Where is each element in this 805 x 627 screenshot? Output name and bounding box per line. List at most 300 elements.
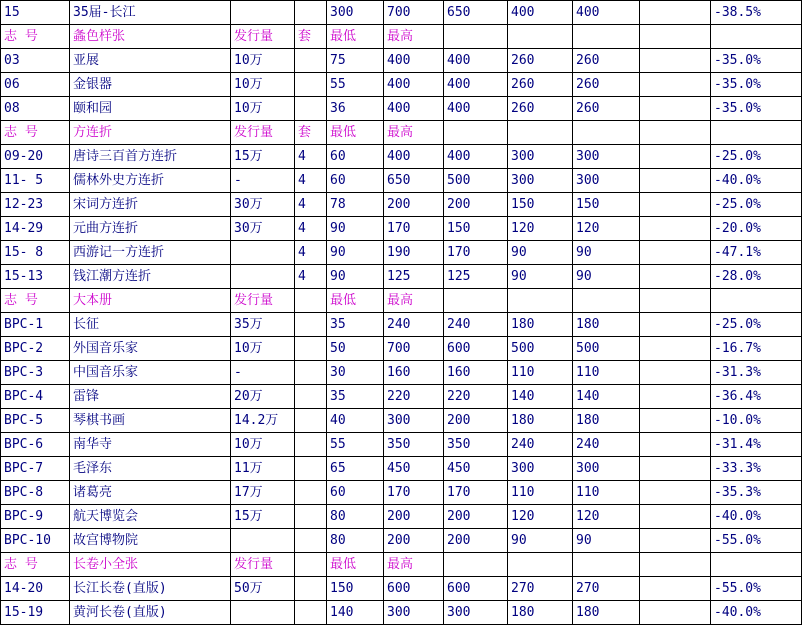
table-cell[interactable]: BPC-3 xyxy=(1,361,70,385)
table-cell[interactable]: 唐诗三百首方连折 xyxy=(70,145,231,169)
table-cell[interactable]: -40.0% xyxy=(711,505,802,529)
table-cell[interactable]: -55.0% xyxy=(711,577,802,601)
table-cell[interactable] xyxy=(444,121,508,145)
table-cell[interactable]: 10万 xyxy=(231,433,295,457)
table-cell[interactable] xyxy=(640,241,711,265)
table-cell[interactable]: 260 xyxy=(573,97,640,121)
table-cell[interactable]: 260 xyxy=(573,49,640,73)
table-cell[interactable] xyxy=(295,97,327,121)
table-cell[interactable]: 35 xyxy=(327,313,384,337)
table-cell[interactable]: 110 xyxy=(573,361,640,385)
table-cell[interactable]: 180 xyxy=(573,409,640,433)
table-cell[interactable]: 350 xyxy=(384,433,444,457)
table-cell[interactable] xyxy=(640,481,711,505)
table-cell[interactable]: 诸葛亮 xyxy=(70,481,231,505)
table-cell[interactable]: 4 xyxy=(295,217,327,241)
table-cell[interactable]: 240 xyxy=(573,433,640,457)
table-cell[interactable]: 125 xyxy=(444,265,508,289)
table-cell[interactable]: 270 xyxy=(508,577,573,601)
table-cell[interactable] xyxy=(640,1,711,25)
table-cell[interactable] xyxy=(508,553,573,577)
table-cell[interactable] xyxy=(640,313,711,337)
table-cell[interactable]: 长江长卷(直版) xyxy=(70,577,231,601)
table-cell[interactable]: 故宫博物院 xyxy=(70,529,231,553)
table-cell[interactable]: 最高 xyxy=(384,289,444,313)
table-cell[interactable]: 200 xyxy=(384,193,444,217)
table-cell[interactable]: 60 xyxy=(327,481,384,505)
table-cell[interactable]: 30万 xyxy=(231,193,295,217)
table-cell[interactable]: 120 xyxy=(573,217,640,241)
table-cell[interactable] xyxy=(231,1,295,25)
table-cell[interactable]: 4 xyxy=(295,241,327,265)
table-cell[interactable] xyxy=(640,145,711,169)
table-cell[interactable]: 450 xyxy=(384,457,444,481)
table-cell[interactable]: 200 xyxy=(384,505,444,529)
table-cell[interactable]: - xyxy=(231,169,295,193)
table-cell[interactable]: -40.0% xyxy=(711,169,802,193)
table-cell[interactable]: 外国音乐家 xyxy=(70,337,231,361)
table-cell[interactable]: 600 xyxy=(444,577,508,601)
table-cell[interactable]: 长征 xyxy=(70,313,231,337)
table-cell[interactable]: 260 xyxy=(508,49,573,73)
table-cell[interactable] xyxy=(640,265,711,289)
table-cell[interactable]: 150 xyxy=(327,577,384,601)
table-cell[interactable]: 170 xyxy=(384,217,444,241)
table-cell[interactable] xyxy=(295,1,327,25)
table-cell[interactable]: 15-13 xyxy=(1,265,70,289)
table-cell[interactable]: 240 xyxy=(508,433,573,457)
section-header-row xyxy=(1,121,802,145)
table-row xyxy=(1,337,802,361)
table-cell[interactable]: 50 xyxy=(327,337,384,361)
table-cell[interactable]: -25.0% xyxy=(711,145,802,169)
table-cell[interactable]: 55 xyxy=(327,433,384,457)
table-cell[interactable]: 65 xyxy=(327,457,384,481)
table-cell[interactable]: 发行量 xyxy=(231,121,295,145)
table-cell[interactable]: BPC-6 xyxy=(1,433,70,457)
table-cell[interactable]: 170 xyxy=(444,481,508,505)
table-cell[interactable]: 最高 xyxy=(384,553,444,577)
table-cell[interactable]: 15- 8 xyxy=(1,241,70,265)
table-cell[interactable]: 黄河长卷(直版) xyxy=(70,601,231,625)
table-cell[interactable]: BPC-7 xyxy=(1,457,70,481)
table-cell[interactable]: -36.4% xyxy=(711,385,802,409)
table-cell[interactable]: -10.0% xyxy=(711,409,802,433)
table-cell[interactable]: 400 xyxy=(384,145,444,169)
table-cell[interactable]: 78 xyxy=(327,193,384,217)
table-cell[interactable] xyxy=(640,361,711,385)
table-cell[interactable]: 600 xyxy=(444,337,508,361)
table-cell[interactable] xyxy=(444,25,508,49)
table-cell[interactable]: 60 xyxy=(327,169,384,193)
table-cell[interactable]: 400 xyxy=(444,73,508,97)
table-cell[interactable]: 亚展 xyxy=(70,49,231,73)
table-cell[interactable] xyxy=(640,121,711,145)
table-row xyxy=(1,169,802,193)
section-header-row xyxy=(1,553,802,577)
table-cell[interactable]: 儒林外史方连折 xyxy=(70,169,231,193)
table-cell[interactable]: 35届-长江 xyxy=(70,1,231,25)
section-header-row xyxy=(1,289,802,313)
table-cell[interactable] xyxy=(444,553,508,577)
table-cell[interactable]: 500 xyxy=(444,169,508,193)
table-cell[interactable]: 220 xyxy=(444,385,508,409)
table-cell[interactable]: 90 xyxy=(508,241,573,265)
table-cell[interactable]: 09-20 xyxy=(1,145,70,169)
table-cell[interactable]: 170 xyxy=(384,481,444,505)
table-cell[interactable]: 50万 xyxy=(231,577,295,601)
table-row xyxy=(1,97,802,121)
table-cell[interactable]: 150 xyxy=(573,193,640,217)
table-cell[interactable]: -33.3% xyxy=(711,457,802,481)
table-cell[interactable] xyxy=(231,265,295,289)
table-cell[interactable]: 发行量 xyxy=(231,25,295,49)
table-cell[interactable]: 14-29 xyxy=(1,217,70,241)
table-row xyxy=(1,601,802,625)
table-cell[interactable]: 金银器 xyxy=(70,73,231,97)
table-cell[interactable]: 125 xyxy=(384,265,444,289)
table-cell[interactable] xyxy=(640,601,711,625)
table-cell[interactable] xyxy=(295,577,327,601)
table-cell[interactable]: BPC-10 xyxy=(1,529,70,553)
table-cell[interactable]: 75 xyxy=(327,49,384,73)
table-cell[interactable] xyxy=(295,73,327,97)
table-cell[interactable]: 发行量 xyxy=(231,553,295,577)
table-cell[interactable]: 03 xyxy=(1,49,70,73)
table-cell[interactable]: 120 xyxy=(573,505,640,529)
table-cell[interactable]: 180 xyxy=(508,409,573,433)
table-cell[interactable]: 毛泽东 xyxy=(70,457,231,481)
table-cell[interactable]: 110 xyxy=(573,481,640,505)
table-cell[interactable]: BPC-1 xyxy=(1,313,70,337)
table-cell[interactable]: 36 xyxy=(327,97,384,121)
table-cell[interactable]: -28.0% xyxy=(711,265,802,289)
table-cell[interactable] xyxy=(573,121,640,145)
table-cell[interactable] xyxy=(295,289,327,313)
table-cell[interactable]: -31.4% xyxy=(711,433,802,457)
table-cell[interactable]: 200 xyxy=(444,193,508,217)
table-cell[interactable]: 270 xyxy=(573,577,640,601)
table-cell[interactable]: 颐和园 xyxy=(70,97,231,121)
table-cell[interactable]: 方连折 xyxy=(70,121,231,145)
table-cell[interactable] xyxy=(295,409,327,433)
table-cell[interactable]: 20万 xyxy=(231,385,295,409)
table-cell[interactable]: 80 xyxy=(327,529,384,553)
table-cell[interactable]: 150 xyxy=(444,217,508,241)
table-cell[interactable]: 400 xyxy=(384,49,444,73)
table-cell[interactable] xyxy=(640,73,711,97)
table-cell[interactable]: 180 xyxy=(508,313,573,337)
table-cell[interactable]: 10万 xyxy=(231,49,295,73)
table-cell[interactable]: 500 xyxy=(573,337,640,361)
table-cell[interactable] xyxy=(640,529,711,553)
table-cell[interactable]: 10万 xyxy=(231,337,295,361)
table-cell[interactable]: 最低 xyxy=(327,553,384,577)
table-cell[interactable] xyxy=(640,385,711,409)
table-cell[interactable] xyxy=(295,529,327,553)
table-cell[interactable]: 17万 xyxy=(231,481,295,505)
table-cell[interactable]: 400 xyxy=(573,1,640,25)
table-cell[interactable] xyxy=(640,289,711,313)
table-cell[interactable]: 10万 xyxy=(231,97,295,121)
table-cell[interactable]: 套 xyxy=(295,121,327,145)
table-cell[interactable]: 300 xyxy=(327,1,384,25)
table-cell[interactable]: 30 xyxy=(327,361,384,385)
table-cell[interactable]: 14.2万 xyxy=(231,409,295,433)
table-cell[interactable]: 120 xyxy=(508,505,573,529)
table-cell[interactable]: 190 xyxy=(384,241,444,265)
table-cell[interactable]: 200 xyxy=(444,529,508,553)
table-cell[interactable]: 240 xyxy=(444,313,508,337)
table-cell[interactable]: 700 xyxy=(384,337,444,361)
table-cell[interactable] xyxy=(640,25,711,49)
table-cell[interactable] xyxy=(711,121,802,145)
table-cell[interactable]: -38.5% xyxy=(711,1,802,25)
table-cell[interactable]: 15万 xyxy=(231,505,295,529)
table-cell[interactable]: 200 xyxy=(444,409,508,433)
table-cell[interactable]: 钱江潮方连折 xyxy=(70,265,231,289)
table-cell[interactable]: BPC-8 xyxy=(1,481,70,505)
table-cell[interactable]: 110 xyxy=(508,481,573,505)
table-cell[interactable]: 宋词方连折 xyxy=(70,193,231,217)
table-cell[interactable]: 西游记一方连折 xyxy=(70,241,231,265)
table-cell[interactable]: 300 xyxy=(508,145,573,169)
table-cell[interactable]: 12-23 xyxy=(1,193,70,217)
table-cell[interactable]: - xyxy=(231,361,295,385)
table-cell[interactable]: 90 xyxy=(508,529,573,553)
table-cell[interactable]: -25.0% xyxy=(711,313,802,337)
table-cell[interactable]: 220 xyxy=(384,385,444,409)
table-cell[interactable]: 长卷小全张 xyxy=(70,553,231,577)
table-cell[interactable]: 140 xyxy=(327,601,384,625)
table-cell[interactable] xyxy=(711,553,802,577)
table-cell[interactable]: 4 xyxy=(295,193,327,217)
table-cell[interactable]: 15-19 xyxy=(1,601,70,625)
table-cell[interactable]: BPC-2 xyxy=(1,337,70,361)
table-cell[interactable]: 最高 xyxy=(384,121,444,145)
table-cell[interactable] xyxy=(640,553,711,577)
table-cell[interactable]: 35万 xyxy=(231,313,295,337)
table-row xyxy=(1,265,802,289)
table-cell[interactable]: 150 xyxy=(508,193,573,217)
table-cell[interactable] xyxy=(573,553,640,577)
table-cell[interactable]: 700 xyxy=(384,1,444,25)
table-cell[interactable]: 40 xyxy=(327,409,384,433)
table-cell[interactable]: 4 xyxy=(295,169,327,193)
table-cell[interactable]: 260 xyxy=(508,97,573,121)
table-row xyxy=(1,193,802,217)
table-cell[interactable]: 90 xyxy=(508,265,573,289)
table-cell[interactable]: 240 xyxy=(384,313,444,337)
table-cell[interactable]: 最低 xyxy=(327,121,384,145)
table-cell[interactable]: 300 xyxy=(508,457,573,481)
table-cell[interactable]: -35.3% xyxy=(711,481,802,505)
table-cell[interactable] xyxy=(640,337,711,361)
table-row xyxy=(1,529,802,553)
table-cell[interactable]: -35.0% xyxy=(711,73,802,97)
table-cell[interactable] xyxy=(573,25,640,49)
table-cell[interactable]: 志 号 xyxy=(1,289,70,313)
table-cell[interactable]: 11万 xyxy=(231,457,295,481)
table-cell[interactable]: 志 号 xyxy=(1,553,70,577)
table-cell[interactable] xyxy=(640,193,711,217)
table-cell[interactable]: 400 xyxy=(384,97,444,121)
table-cell[interactable] xyxy=(640,49,711,73)
table-cell[interactable]: -55.0% xyxy=(711,529,802,553)
table-cell[interactable] xyxy=(444,289,508,313)
table-cell[interactable]: BPC-4 xyxy=(1,385,70,409)
table-cell[interactable] xyxy=(640,169,711,193)
table-cell[interactable] xyxy=(295,49,327,73)
table-cell[interactable]: 350 xyxy=(444,433,508,457)
table-cell[interactable]: 10万 xyxy=(231,73,295,97)
table-cell[interactable]: 160 xyxy=(444,361,508,385)
table-cell[interactable]: 650 xyxy=(384,169,444,193)
table-cell[interactable]: 300 xyxy=(573,457,640,481)
table-cell[interactable]: 中国音乐家 xyxy=(70,361,231,385)
table-cell[interactable] xyxy=(508,121,573,145)
table-cell[interactable]: 航天博览会 xyxy=(70,505,231,529)
table-cell[interactable]: 500 xyxy=(508,337,573,361)
table-cell[interactable] xyxy=(295,553,327,577)
table-cell[interactable]: -47.1% xyxy=(711,241,802,265)
table-cell[interactable]: 260 xyxy=(573,73,640,97)
table-cell[interactable]: 南华寺 xyxy=(70,433,231,457)
table-cell[interactable]: -35.0% xyxy=(711,49,802,73)
table-cell[interactable]: -16.7% xyxy=(711,337,802,361)
table-cell[interactable]: -35.0% xyxy=(711,97,802,121)
table-cell[interactable] xyxy=(640,433,711,457)
table-cell[interactable]: -40.0% xyxy=(711,601,802,625)
table-cell[interactable]: 90 xyxy=(327,217,384,241)
table-cell[interactable]: 08 xyxy=(1,97,70,121)
table-cell[interactable]: 400 xyxy=(444,145,508,169)
table-cell[interactable]: 400 xyxy=(444,49,508,73)
table-cell[interactable] xyxy=(295,313,327,337)
table-cell[interactable]: 180 xyxy=(573,601,640,625)
table-cell[interactable] xyxy=(231,241,295,265)
table-cell[interactable]: 300 xyxy=(384,601,444,625)
table-cell[interactable]: 4 xyxy=(295,145,327,169)
table-cell[interactable]: 650 xyxy=(444,1,508,25)
table-cell[interactable]: 15万 xyxy=(231,145,295,169)
table-cell[interactable]: 300 xyxy=(508,169,573,193)
table-cell[interactable]: 15 xyxy=(1,1,70,25)
table-cell[interactable]: BPC-5 xyxy=(1,409,70,433)
table-cell[interactable] xyxy=(508,289,573,313)
table-cell[interactable]: 600 xyxy=(384,577,444,601)
table-cell[interactable]: 400 xyxy=(384,73,444,97)
table-cell[interactable]: 200 xyxy=(444,505,508,529)
table-row xyxy=(1,505,802,529)
table-cell[interactable]: 110 xyxy=(508,361,573,385)
table-cell[interactable] xyxy=(231,529,295,553)
table-cell[interactable] xyxy=(295,361,327,385)
table-cell[interactable]: 90 xyxy=(327,241,384,265)
table-cell[interactable]: 琴棋书画 xyxy=(70,409,231,433)
table-cell[interactable]: 4 xyxy=(295,265,327,289)
table-cell[interactable] xyxy=(640,577,711,601)
table-cell[interactable]: 30万 xyxy=(231,217,295,241)
table-cell[interactable] xyxy=(640,409,711,433)
table-cell[interactable]: 最低 xyxy=(327,25,384,49)
table-cell[interactable]: 300 xyxy=(573,169,640,193)
table-cell[interactable]: 90 xyxy=(573,265,640,289)
table-cell[interactable]: 元曲方连折 xyxy=(70,217,231,241)
table-cell[interactable]: 90 xyxy=(327,265,384,289)
table-cell[interactable]: 最高 xyxy=(384,25,444,49)
table-cell[interactable]: 180 xyxy=(508,601,573,625)
table-cell[interactable]: 140 xyxy=(508,385,573,409)
table-cell[interactable] xyxy=(640,505,711,529)
table-cell[interactable] xyxy=(711,25,802,49)
table-cell[interactable]: 200 xyxy=(384,529,444,553)
table-cell[interactable] xyxy=(640,457,711,481)
table-cell[interactable]: 螽色样张 xyxy=(70,25,231,49)
table-cell[interactable]: 300 xyxy=(444,601,508,625)
table-cell[interactable] xyxy=(640,97,711,121)
table-cell[interactable]: 35 xyxy=(327,385,384,409)
table-cell[interactable] xyxy=(640,217,711,241)
table-cell[interactable] xyxy=(295,337,327,361)
table-cell[interactable]: 志 号 xyxy=(1,121,70,145)
table-cell[interactable]: -31.3% xyxy=(711,361,802,385)
table-cell[interactable] xyxy=(295,601,327,625)
table-cell[interactable] xyxy=(295,385,327,409)
table-cell[interactable]: 雷锋 xyxy=(70,385,231,409)
table-cell[interactable]: 180 xyxy=(573,313,640,337)
table-cell[interactable] xyxy=(231,601,295,625)
table-cell[interactable]: 套 xyxy=(295,25,327,49)
table-cell[interactable]: 发行量 xyxy=(231,289,295,313)
table-cell[interactable]: 11- 5 xyxy=(1,169,70,193)
table-cell[interactable]: 志 号 xyxy=(1,25,70,49)
table-row xyxy=(1,241,802,265)
table-cell[interactable] xyxy=(295,505,327,529)
table-cell[interactable] xyxy=(573,289,640,313)
table-cell[interactable]: 260 xyxy=(508,73,573,97)
table-cell[interactable]: 450 xyxy=(444,457,508,481)
table-row xyxy=(1,145,802,169)
table-cell[interactable]: 80 xyxy=(327,505,384,529)
table-cell[interactable]: 300 xyxy=(573,145,640,169)
table-cell[interactable]: 90 xyxy=(573,241,640,265)
table-cell[interactable] xyxy=(295,481,327,505)
table-cell[interactable]: 90 xyxy=(573,529,640,553)
table-cell[interactable]: 170 xyxy=(444,241,508,265)
table-cell[interactable]: -25.0% xyxy=(711,193,802,217)
table-cell[interactable]: 400 xyxy=(444,97,508,121)
table-cell[interactable]: 300 xyxy=(384,409,444,433)
table-cell[interactable]: BPC-9 xyxy=(1,505,70,529)
table-cell[interactable]: 400 xyxy=(508,1,573,25)
table-cell[interactable]: -20.0% xyxy=(711,217,802,241)
table-cell[interactable] xyxy=(295,433,327,457)
table-cell[interactable]: 最低 xyxy=(327,289,384,313)
table-cell[interactable] xyxy=(711,289,802,313)
table-cell[interactable]: 55 xyxy=(327,73,384,97)
table-cell[interactable]: 140 xyxy=(573,385,640,409)
table-cell[interactable] xyxy=(508,25,573,49)
table-cell[interactable]: 14-20 xyxy=(1,577,70,601)
table-cell[interactable]: 大本册 xyxy=(70,289,231,313)
table-cell[interactable]: 60 xyxy=(327,145,384,169)
table-cell[interactable]: 160 xyxy=(384,361,444,385)
table-row xyxy=(1,217,802,241)
table-cell[interactable]: 06 xyxy=(1,73,70,97)
table-cell[interactable]: 120 xyxy=(508,217,573,241)
table-cell[interactable] xyxy=(295,457,327,481)
